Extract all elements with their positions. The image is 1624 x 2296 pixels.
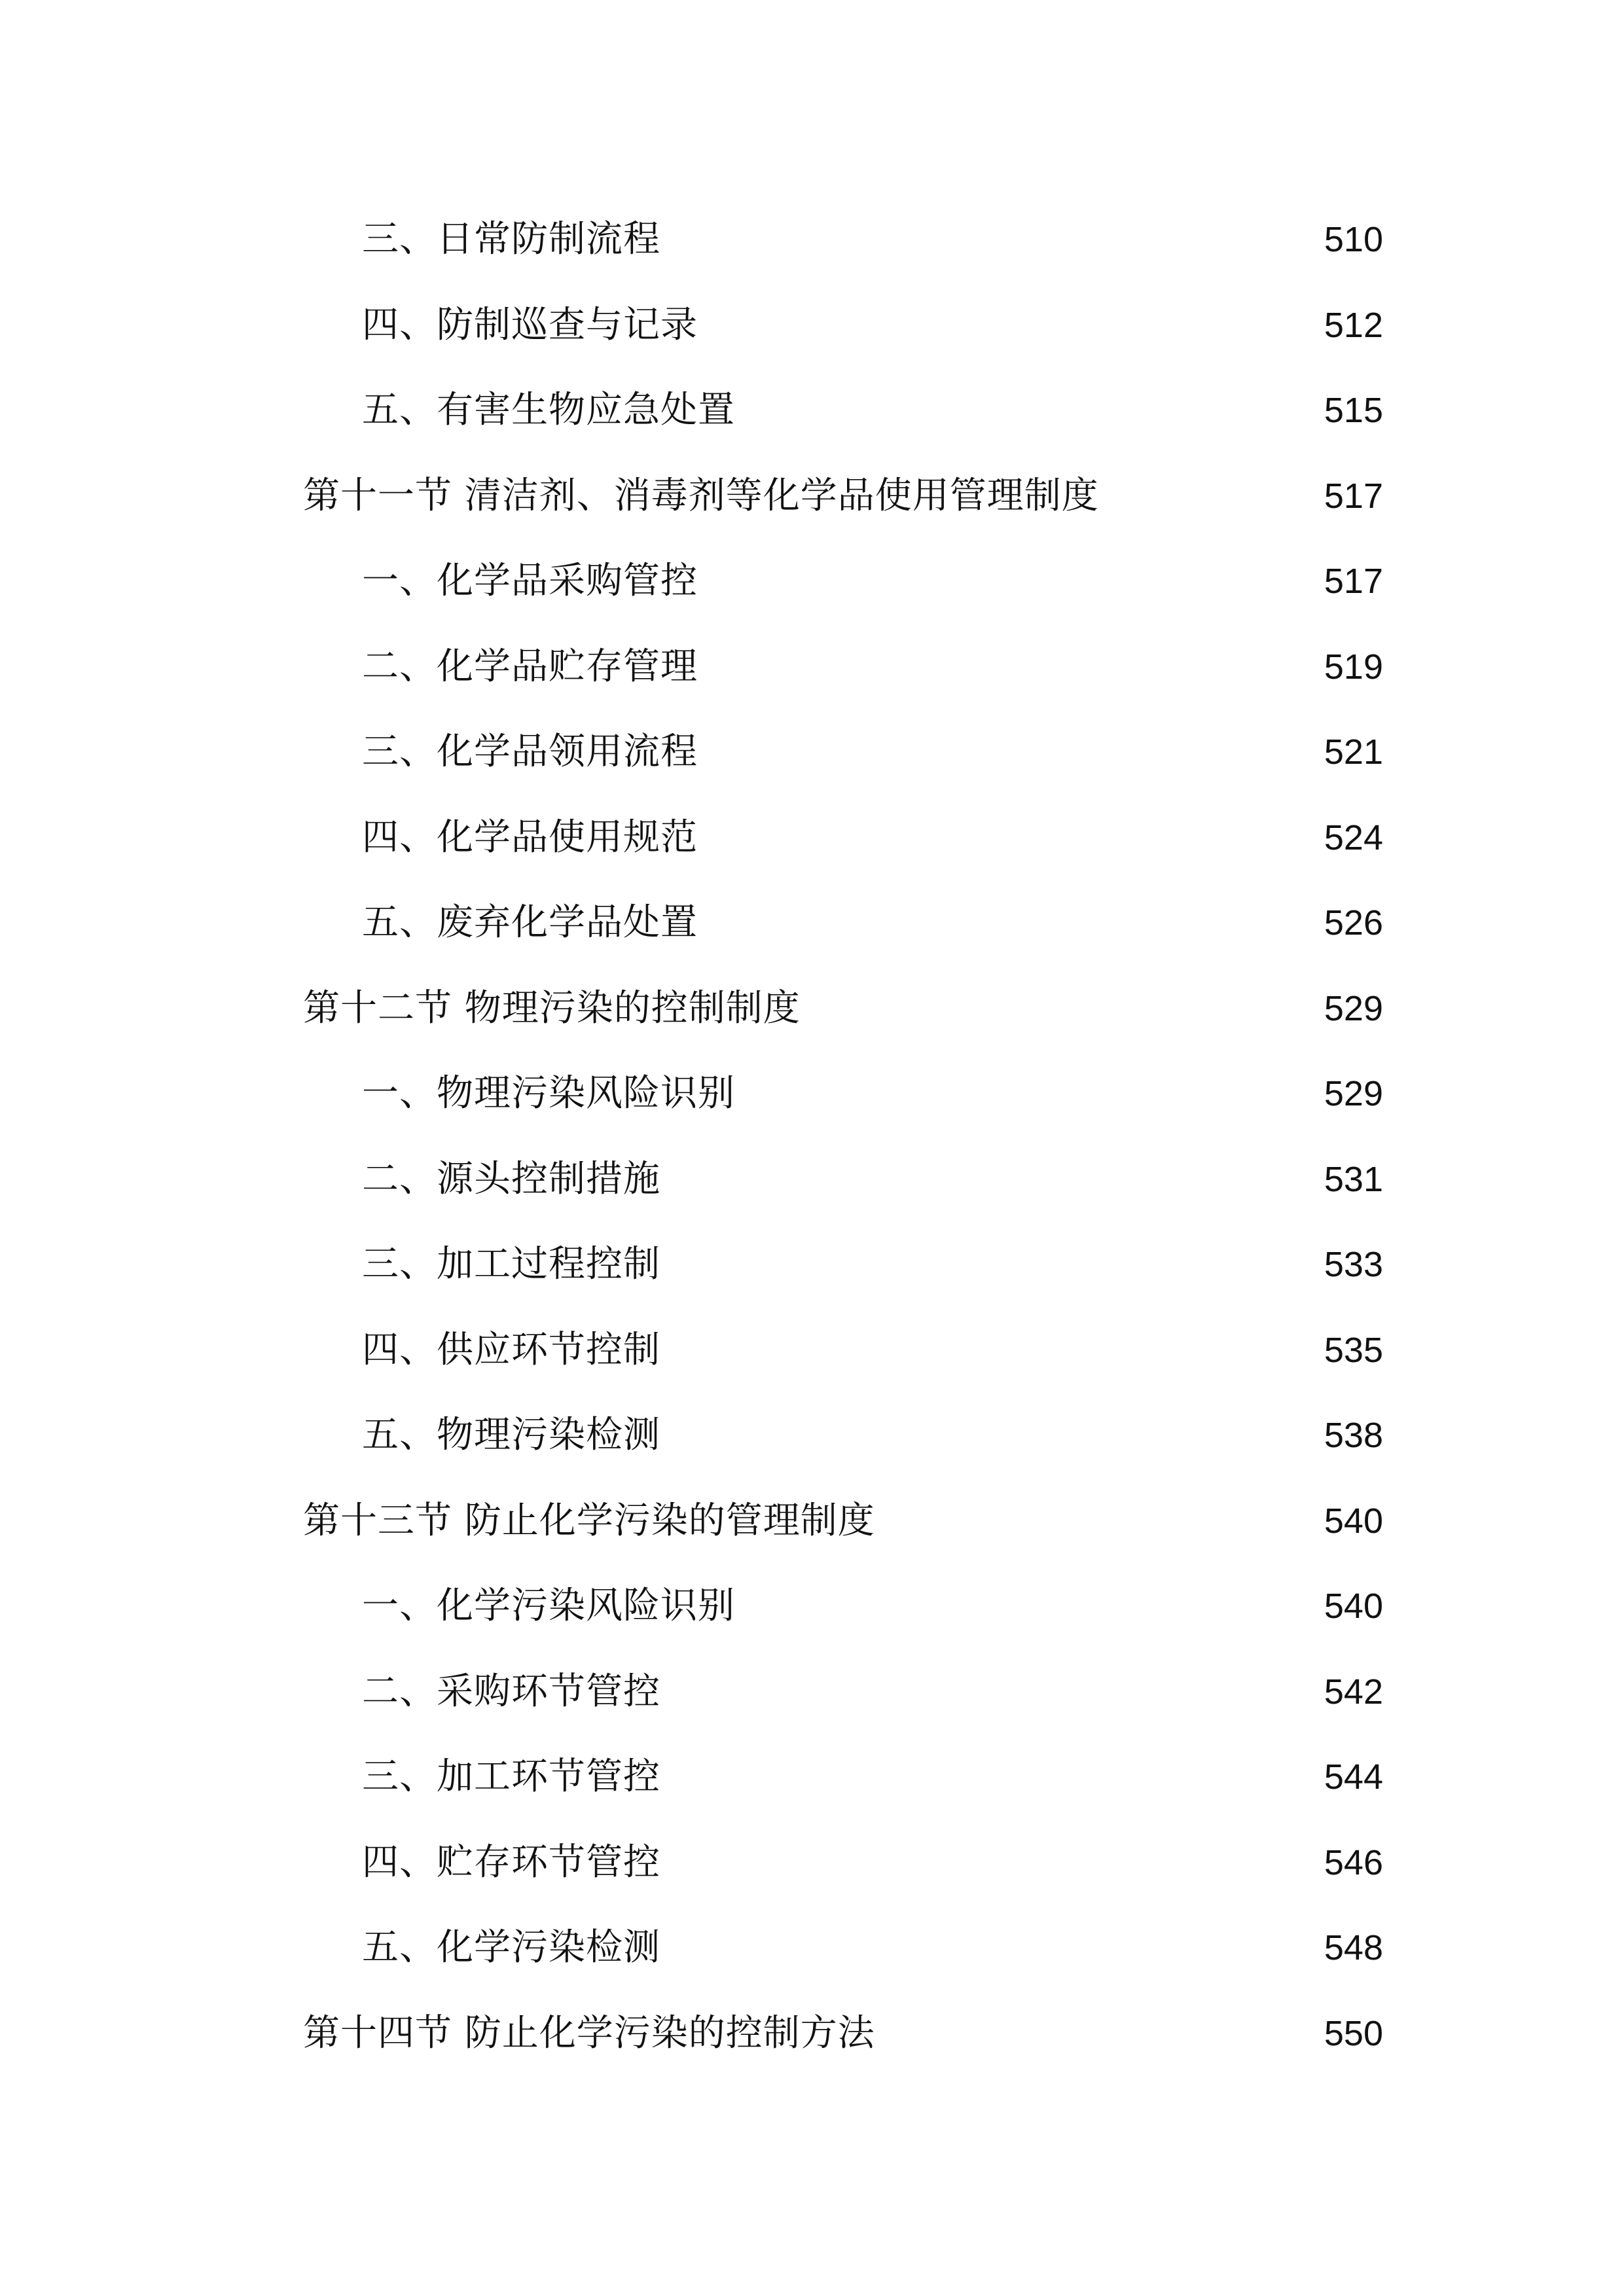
toc-entry-title: 三、化学品领用流程 xyxy=(362,730,698,774)
toc-entry-title: 一、物理污染风险识别 xyxy=(362,1072,735,1115)
toc-entry[interactable] xyxy=(303,709,1383,795)
toc-entry-page: 510 xyxy=(1324,220,1383,260)
toc-entry-page: 524 xyxy=(1324,817,1383,857)
toc-entry-page: 540 xyxy=(1324,1587,1383,1626)
toc-entry[interactable] xyxy=(303,1820,1383,1906)
toc-entry-title: 五、废弃化学品处置 xyxy=(362,901,698,944)
toc-entry-title: 二、采购环节管控 xyxy=(362,1670,660,1713)
toc-entry-title: 五、物理污染检测 xyxy=(362,1414,660,1457)
toc-entry[interactable] xyxy=(303,880,1383,966)
toc-entry[interactable] xyxy=(303,1051,1383,1137)
toc-entry-title: 三、加工环节管控 xyxy=(362,1755,660,1799)
toc-entry-page: 517 xyxy=(1324,562,1383,601)
toc-entry-page: 533 xyxy=(1324,1245,1383,1285)
toc-entry-title: 二、化学品贮存管理 xyxy=(362,645,698,688)
toc-entry-title: 一、化学品采购管控 xyxy=(362,560,698,603)
table-of-contents xyxy=(303,197,1383,2076)
toc-entry-title: 五、化学污染检测 xyxy=(362,1926,660,1969)
toc-entry-title: 第十一节 清洁剂、消毒剂等化学品使用管理制度 xyxy=(303,474,1099,517)
toc-entry[interactable] xyxy=(303,1308,1383,1393)
toc-entry[interactable] xyxy=(303,795,1383,881)
toc-entry-title: 三、日常防制流程 xyxy=(362,218,660,261)
toc-entry-title: 四、贮存环节管控 xyxy=(362,1840,660,1884)
toc-entry-title: 第十三节 防止化学污染的管理制度 xyxy=(303,1499,875,1542)
toc-entry-page: 535 xyxy=(1324,1330,1383,1370)
toc-entry[interactable] xyxy=(303,1137,1383,1223)
toc-entry-page: 550 xyxy=(1324,2013,1383,2053)
toc-entry-title: 四、化学品使用规范 xyxy=(362,816,698,859)
toc-entry-page: 517 xyxy=(1324,476,1383,516)
toc-entry-title: 第十四节 防止化学污染的控制方法 xyxy=(303,2011,875,2054)
toc-entry[interactable] xyxy=(303,368,1383,454)
toc-entry-page: 521 xyxy=(1324,732,1383,772)
toc-entry-page: 512 xyxy=(1324,305,1383,345)
toc-section-heading[interactable] xyxy=(303,966,1383,1052)
toc-entry-page: 542 xyxy=(1324,1672,1383,1712)
toc-section-heading[interactable] xyxy=(303,1479,1383,1564)
toc-section-heading[interactable] xyxy=(303,454,1383,539)
toc-entry-page: 548 xyxy=(1324,1928,1383,1968)
toc-entry[interactable] xyxy=(303,197,1383,283)
toc-section-heading[interactable] xyxy=(303,1991,1383,2077)
toc-entry-page: 529 xyxy=(1324,988,1383,1028)
toc-entry[interactable] xyxy=(303,1649,1383,1735)
toc-entry[interactable] xyxy=(303,1393,1383,1479)
toc-entry[interactable] xyxy=(303,539,1383,624)
toc-entry-title: 三、加工过程控制 xyxy=(362,1243,660,1286)
toc-entry-page: 529 xyxy=(1324,1074,1383,1114)
toc-entry[interactable] xyxy=(303,1734,1383,1820)
toc-entry-title: 五、有害生物应急处置 xyxy=(362,389,735,432)
toc-entry[interactable] xyxy=(303,1564,1383,1649)
toc-entry-title: 第十二节 物理污染的控制制度 xyxy=(303,986,801,1030)
toc-entry-title: 四、防制巡查与记录 xyxy=(362,303,698,346)
toc-entry[interactable] xyxy=(303,1905,1383,1991)
toc-entry-page: 519 xyxy=(1324,647,1383,687)
toc-entry-page: 526 xyxy=(1324,903,1383,943)
toc-entry-page: 546 xyxy=(1324,1842,1383,1882)
toc-entry-page: 540 xyxy=(1324,1501,1383,1541)
toc-entry-title: 四、供应环节控制 xyxy=(362,1328,660,1371)
toc-entry-title: 一、化学污染风险识别 xyxy=(362,1585,735,1628)
toc-entry-page: 544 xyxy=(1324,1757,1383,1797)
toc-entry[interactable] xyxy=(303,624,1383,710)
toc-entry-page: 531 xyxy=(1324,1159,1383,1199)
toc-entry-page: 538 xyxy=(1324,1416,1383,1456)
toc-entry[interactable] xyxy=(303,283,1383,368)
toc-entry[interactable] xyxy=(303,1222,1383,1308)
toc-entry-title: 二、源头控制措施 xyxy=(362,1157,660,1200)
toc-entry-page: 515 xyxy=(1324,391,1383,431)
